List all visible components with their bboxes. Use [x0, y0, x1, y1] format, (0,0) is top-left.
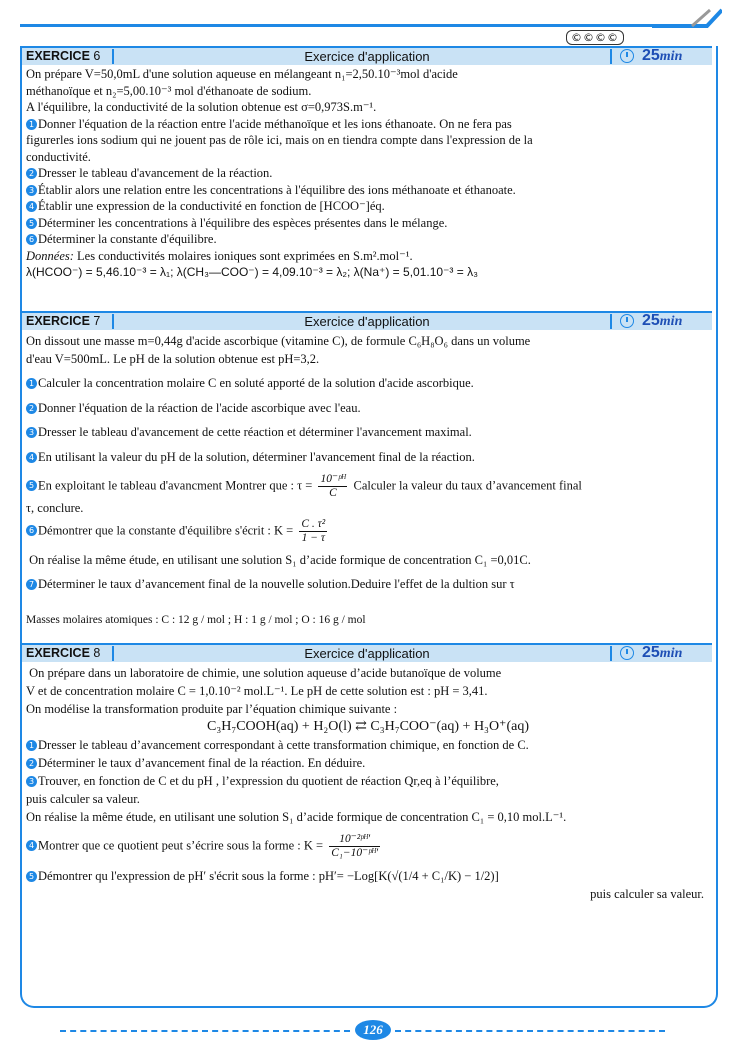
exercise-8-body: On prépare dans un laboratoire de chimie, une solution aqueuse d’acide butanoïque de volume V et de concentration molaire C = 1,0.10⁻² mol.L⁻¹. Le pH de cette solution est : pH = 3,41. On modélise la transformation produite par l’équation chimique suivante : C₃H₇COOH(aq) + H₂O(l) ⇄ C₃H₇COO⁻(aq) + H₃O⁺(aq) 1 Dresser le tableau d’avancement correspondant à cette transformation chimique, en fonction de C. 2 Déterminer le taux d’avancement final de la réaction. En déduire. 3 Trouver, en fonction de C et du pH , l’expression du quotient de réaction Qr,eq à l’équilibre, puis calculer sa valeur. On réalise la même étude, en utilisant une solution S₁ d’acide formique de concentration C₁ = 0,10 mol.L⁻¹. 4 Montrer que ce quotient peut s’écrire sous la forme : K = $\frac{\text{10⁻²ᵖᴴ′}}{\text{C₁−10⁻ᵖᴴ′}}$ 5 Démontrer qu l'expression de pH′ s'écrit sous la forme : pH′= −Log[K(√(1/4 + C₁/K) − 1/2)] puis calculer sa valeur.	[26, 664, 710, 903]
license-badge: ©©©©	[566, 30, 624, 45]
footer-rule-left	[60, 1030, 350, 1032]
exercise-time: 25min	[642, 47, 683, 64]
page-number: 126	[355, 1020, 391, 1040]
exercise-title: Exercice d'application	[304, 49, 430, 64]
top-rule	[20, 24, 660, 27]
chemical-equation: C₃H₇COOH(aq) + H₂O(l) ⇄ C₃H₇COO⁻(aq) + H₃O⁺(aq)	[207, 719, 529, 734]
corner-decoration	[652, 8, 722, 28]
exercise-title: Exercice d'application	[304, 646, 430, 661]
exercise-time: 25min	[642, 312, 683, 329]
exercise-6-header	[22, 46, 712, 65]
exercise-label: EXERCICE 7	[26, 314, 101, 328]
clock-icon	[620, 49, 634, 63]
fraction-k: $\frac{\text{C . τ²}}{1 - \tau}$	[301, 517, 326, 544]
clock-icon	[620, 646, 634, 660]
exercise-title: Exercice d'application	[304, 314, 430, 329]
exercise-6-body: On prépare V=50,0mL d'une solution aqueuse en mélangeant n₁=2,50.10⁻³mol d'acide méthanoïque et n₂=5,00.10⁻³ mol d'éthanoate de sodium. A l'équilibre, la conductivité de la solution obtenue est σ=0,973S.m⁻¹. 1 Donner l'équation de la réaction entre l'acide méthanoïque et les ions éthanoate. On ne fera pas figurerles ions sodium qui ne jouent pas de rôle ici, mais on en tiendra compte dans l'expression de la conductivité. 2 Dresser le tableau d'avancement de la réaction. 3 Établir alors une relation entre les concentrations à l'équilibre des ions méthanoate et éthanoate. 4 Établir une expression de la conductivité en fonction de [HCOO⁻]éq. 5 Déterminer les concentrations à l'équilibre des espèces présentes dans le mélange. 6 Déterminer la constante d'équilibre. Données: Les conductivités molaires ioniques sont exprimées en S.m².mol⁻¹. λ(HCOO⁻) = 5,46.10⁻³ = λ₁; λ(CH₃—COO⁻) = 4,09.10⁻³ = λ₂; λ(Na⁺) = 5,01.10⁻³ = λ₃	[26, 67, 533, 279]
exercise-7-body: On dissout une masse m=0,44g d'acide ascorbique (vitamine C), de formule C₆H₈O₆ dans un volume d'eau V=500mL. Le pH de la solution obtenue est pH=3,2. 1 Calculer la concentration molaire C en soluté apporté de la solution d'acide ascorbique. 2 Donner l'équation de la réaction de l'acide ascorbique avec l'eau. 3 Dresser le tableau d'avancement de cette réaction et déterminer l'avancement maximal. 4 En utilisant la valeur du pH de la solution, déterminer l'avancement final de la réaction. 5 En exploitant le tableau d'avancment Montrer que : τ = $\frac{\text{10⁻ᵖᴴ}}{C}$ Calculer la valeur du taux d’avancement final τ, conclure. 6 Démontrer que la constante d'équilibre s'écrit : K = $\frac{\text{C . τ²}}{1 - \tau}$ On réalise la même étude, en utilisant une solution S₁ d’acide formique de concentration C₁ =0,01C. 7 Déterminer le taux d’avancement final de la nouvelle solution.Deduire l'effet de la dultion sur τ Masses molaires atomiques : C : 12 g / mol ; H : 1 g / mol ; O : 16 g / mol	[26, 334, 582, 626]
exercise-7-header	[22, 311, 712, 330]
exercise-label: EXERCICE 8	[26, 646, 101, 660]
fraction-tau: $\frac{\text{10⁻ᵖᴴ}}{C}$	[320, 473, 346, 499]
exercise-label: EXERCICE 6	[26, 49, 101, 63]
fraction-k-prime: $\frac{\text{10⁻²ᵖᴴ′}}{\text{C₁−10⁻ᵖᴴ′}}$	[331, 833, 379, 859]
exercise-time: 25min	[642, 644, 683, 661]
clock-icon	[620, 314, 634, 328]
footer-rule-right	[395, 1030, 665, 1032]
exercise-8-header	[22, 643, 712, 662]
